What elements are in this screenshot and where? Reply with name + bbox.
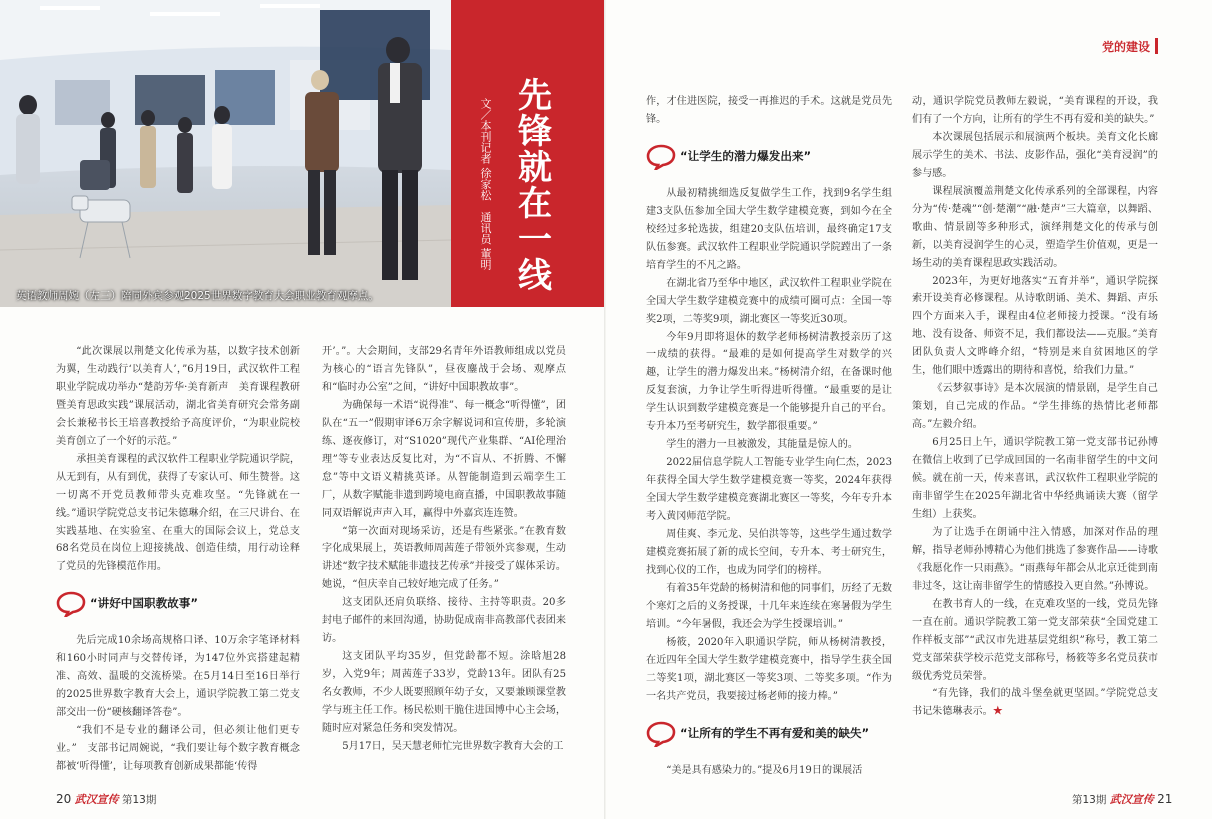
- paragraph: 《云梦叙事诗》是本次展演的情景剧，是学生自己策划，自己完成的作品。“学生排练的热情比老师都高。”左毅介绍。: [912, 383, 1158, 431]
- section-tag: 党的建设: [1101, 40, 1150, 54]
- paragraph: 这支团队还肩负联络、接待、主持等职责。20多封电子邮件的来回沟通，协助促成南非高教部代表团来访。: [322, 597, 566, 645]
- paragraph: 本次课展包括展示和展演两个板块。美育文化长廊展示学生的美术、书法、皮影作品，强化“美育浸润”的参与感。: [912, 131, 1158, 179]
- page-number: 21: [1157, 792, 1173, 806]
- byline: 文／本刊记者 徐家松 通讯员 董明: [479, 98, 492, 270]
- paragraph: 课程展演覆盖荆楚文化传承系列的全部课程，内容分为“传·楚魂”“创·楚潮”“融·楚声”三大篇章，以舞蹈、歌曲、情景剧等多种形式，演绎荆楚文化的传承与创新，以美育浸润学生的心灵，塑造学生价值观，更是一场生动的美育课程思政实践活动。: [912, 185, 1158, 269]
- issue-number: 第13期: [1072, 794, 1107, 806]
- paragraph: 动，通识学院党员教师左毅说，“美育课程的开设，我们有了一个方向，让所有的学生不再有爱和美的缺失。”: [912, 96, 1158, 125]
- closing-text: “有先锋，我们的战斗堡垒就更坚固。”学院党总支书记朱德琳表示。: [912, 688, 1158, 718]
- magazine-brand: 武汉宣传: [74, 793, 119, 806]
- subheading: [646, 141, 892, 173]
- closing-paragraph: [912, 685, 1158, 721]
- issue-number: 第13期: [121, 794, 157, 806]
- paragraph: “我们不是专业的翻译公司，但必须让他们更专业。” 支部书记周婉说，“我们要让每个数字教育概念都被‘听得懂’，让每项教育创新成果都能‘传得: [56, 725, 300, 773]
- paragraph: 杨筱，2020年入职通识学院，师从杨树清教授，在近四年全国大学生数学建模竞赛中，指导学生获全国二等奖1项，湖北赛区一等奖3项、二等奖多项。“作为一名共产党员，我要接过杨老师的接力棒。”: [646, 636, 892, 702]
- paragraph: “第一次面对现场采访，还是有些紧张。”在教育数字化成果展上，英语教师周茜莲子带领外宾参观，生动讲述“数字技术赋能非遗技艺传承”并接受了媒体采访。她说，“但庆幸自己较好地完成了任务。”: [322, 525, 566, 591]
- section-bar: [1155, 38, 1158, 54]
- paragraph: 2022届信息学院人工智能专业学生向仁杰，2023年获得全国大学生数学建模竞赛一等奖，2024年获得全国大学生数学建模竞赛湖北赛区一等奖，今年专升本考入黄冈师范学院。: [646, 457, 892, 523]
- paragraph: 5月17日，吴天慧老师忙完世界数字教育大会的工: [342, 740, 564, 752]
- paragraph: 从最初精挑细选反复做学生工作，找到9名学生组建3支队伍参加全国大学生数学建模竞赛，到如今在全校经过多轮选拔，组建20支队伍培训，最终确定17支队伍参赛。武汉软件工程职业学院通识学院蹚出了一条培育学生的不凡之路。: [646, 187, 892, 271]
- magazine-brand: 武汉宣传: [1109, 793, 1154, 806]
- page-number: 20: [56, 792, 72, 806]
- paragraph: 在湖北省乃至华中地区，武汉软件工程职业学院在全国大学生数学建模竞赛中的成绩可圈可点：全国一等奖2项，二等奖9项，湖北赛区一等奖近30项。: [646, 277, 892, 325]
- subheading-text: “讲好中国职教故事”: [90, 596, 198, 611]
- paragraph: 2023年，为更好地落实“五育并举”，通识学院探索开设美育必修课程。从诗歌朗诵、美术、舞蹈、声乐四个方面来入手，课程由4位老师接力授课。“没有场地、没有设备、师资不足，我们都设法——克服。”美育团队负责人文晔峰介绍，“特别是来自贫困地区的学生，他们眼中透露出的期待和喜悦，给我们力量。”: [912, 275, 1158, 377]
- left-folio: [56, 791, 156, 807]
- headline-title: 先锋就在一线: [518, 76, 552, 296]
- paragraph: 有着35年党龄的杨树清和他的同事们，历经了无数个寒灯之后的义务授课，十几年来连续在寒暑假为学生培训。“今年暑假，我还会为学生授课培训。”: [646, 582, 892, 630]
- subheading-text: “让学生的潜力爆发出来”: [680, 148, 812, 163]
- photo-illustration: [0, 0, 451, 307]
- paragraph: 承担美育课程的武汉软件工程职业学院通识学院，从无到有，从有到优，获得了专家认可、师生赞誉。这一切离不开党员教师带头克难攻坚。“先锋就在一线。”通识学院党总支书记朱德琳介绍，在三尺讲台、在实践基地、在实验室、在重大的国际会议上，党总支68名党员在岗位上迎接挑战、创造佳绩，用行动诠释了党员的先锋模范作用。: [56, 453, 300, 573]
- paragraph: “美是具有感染力的。”提及6月19日的课展活: [666, 764, 863, 776]
- photo-caption: 英语教师周婉（左三）陪同外宾参观2025世界数字教育大会职业教育观摩点。: [16, 290, 379, 302]
- paragraph: 今年9月即将退休的数学老师杨树清教授亲历了这一成绩的获得。“最难的是如何提高学生对数学的兴趣，让学生的潜力爆发出来。”杨树清介绍，在备课时他反复套演，力争让学生听得进听得懂。“最重要的是让学生认识到数学建模竞赛是一个能够提升自己的平台。专升本乃至考研究生，数学都很重要。”: [646, 331, 892, 433]
- column-2: [322, 343, 566, 756]
- paragraph: 为确保每一术语“说得准”、每一概念“听得懂”，团队在“五一”假期审译6万余字解说词和宣传册，多轮演练、逐夜修订，对“S1020”现代产业集群、“AI伦理治理”等专业表达反复比对，为“不盲从、不折腾、不懈怠”等中文语义精挑英译。从智能制造到云端孪生工厂，从数字赋能非遗到跨境电商直播，中国职教故事随同双语解说声声入耳，赢得中外嘉宾连连赞。: [322, 399, 566, 519]
- paragraph: “此次课展以荆楚文化传承为基，以数字技术创新为翼，生动践行‘以美育人’，”6月19日，武汉软件工程职业学院成功举办“楚韵芳华·美育新声 美育课程教研暨美育思政实践”课展活动，湖北省美育研究会常务副会长兼秘书长王培喜教授给予高度评价，“为职业院校美育创立了一个好的示范。”: [56, 346, 300, 447]
- column-1: [56, 343, 300, 776]
- paragraph: 在教书育人的一线，在克难攻坚的一线，党员先锋一直在前。通识学院教工第一党支部荣获“全国党建工作样板支部”“武汉市先进基层党组织”称号，教工第二党支部荣获学校示范党支部称号，杨筱等多名党员获市级优秀党员荣誉。: [912, 598, 1158, 682]
- paragraph: 开’。”。大会期间，支部29名青年外语教师组成以党员为核心的“语言先锋队”，昼夜鏖战于会场、观摩点和“临时办公室”之间，“讲好中国职教故事”。: [322, 346, 566, 393]
- paragraph: 学生的潜力一旦被激发，其能量是惊人的。: [666, 439, 858, 451]
- paragraph: 先后完成10余场高规格口译、10万余字笔译材料和160小时同声与交替传译，为147位外宾搭建起精准、高效、温暖的交流桥梁。在5月14日至16日举行的2025世界数字教育大会上，通识学院教工第二党支部交出一份“硬核翻译答卷”。: [56, 635, 300, 719]
- speech-bubble-icon: [646, 721, 676, 747]
- paragraph: 这支团队平均35岁，但党龄都不短。涂晗旭28岁，入党9年；周茜莲子33岁，党龄13年。团队有25名女教师，不少人既要照顾年幼子女，又要兼顾课堂教学与班主任工作。杨民松则干脆住进国博中心主会场，随时应对紧急任务和突发情况。: [322, 651, 566, 735]
- speech-bubble-icon: [646, 144, 676, 170]
- paragraph: 周佳爽、李元龙、吴伯洪等等，这些学生通过数学建模竞赛拓展了新的成长空间，专升本、考士研究生，找到心仪的工作，也成为同学们的榜样。: [646, 529, 892, 576]
- paragraph: 为了让选手在朗诵中注入情感，加深对作品的理解，指导老师孙博精心为他们挑选了参赛作品——诗歌《我愿化作一只雨燕》。“雨燕每年都会从北京迁徙到南非过冬，这让南非留学生的情感投入更自然。”孙博说。: [912, 526, 1158, 592]
- feature-photo: [0, 0, 451, 307]
- column-4: [912, 93, 1158, 721]
- speech-bubble-icon: [56, 591, 86, 617]
- paragraph: 6月25日上午，通识学院教工第一党支部书记孙博在微信上收到了已学成回国的一名南非留学生的中文问候。就在前一天，传来喜讯，武汉软件工程职业学院的南非留学生在2025年湖北省中华经典诵读大赛（留学生组）上获奖。: [912, 437, 1158, 520]
- subheading: [646, 718, 892, 750]
- end-star-icon: ★: [992, 706, 1003, 718]
- paragraph: 作，才住进医院，接受一再推迟的手术。这就是党员先锋。: [646, 96, 892, 125]
- subheading-text: “让所有的学生不再有爱和美的缺失”: [680, 725, 870, 740]
- column-3: [646, 93, 892, 780]
- right-folio: [1072, 791, 1172, 807]
- subheading: [56, 588, 300, 620]
